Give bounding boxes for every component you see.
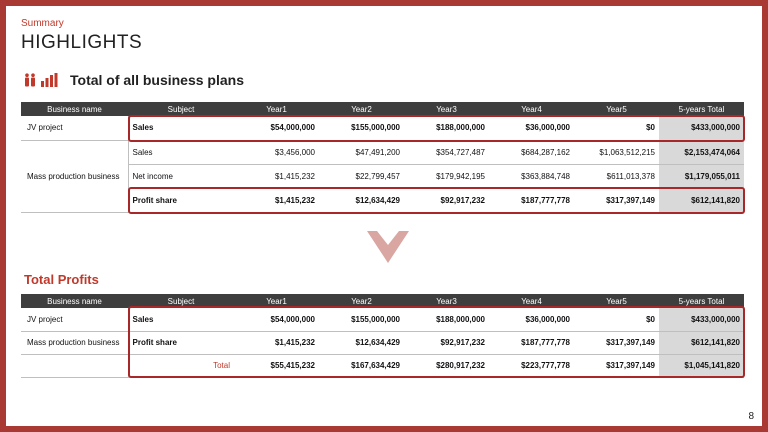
value-cell: $684,287,162: [489, 140, 574, 164]
value-cell: $223,777,778: [489, 354, 574, 377]
subject-cell: Net income: [128, 164, 234, 188]
page-number: 8: [748, 411, 754, 422]
value-cell: $47,491,200: [319, 140, 404, 164]
value-cell: $317,397,149: [574, 188, 659, 212]
subject-cell: Sales: [128, 140, 234, 164]
value-cell: $280,917,232: [404, 354, 489, 377]
plans-heading-row: [24, 72, 244, 88]
column-header: Subject: [128, 294, 234, 308]
value-cell: $92,917,232: [404, 188, 489, 212]
profits-heading: Total Profits: [24, 272, 99, 287]
table-row: [21, 308, 744, 331]
total-cell: $612,141,820: [659, 188, 744, 212]
table-row: [21, 164, 744, 188]
table-row: [21, 331, 744, 354]
value-cell: $1,415,232: [234, 164, 319, 188]
table-header-row: [21, 102, 744, 116]
total-profits-table: [21, 294, 744, 378]
value-cell: $188,000,000: [404, 116, 489, 140]
value-cell: $179,942,195: [404, 164, 489, 188]
value-cell: $54,000,000: [234, 116, 319, 140]
total-label: Total: [128, 354, 234, 377]
value-cell: $363,884,748: [489, 164, 574, 188]
column-header: 5-years Total: [659, 102, 744, 116]
value-cell: $36,000,000: [489, 116, 574, 140]
column-header: 5-years Total: [659, 294, 744, 308]
column-header: Year1: [234, 294, 319, 308]
total-cell: $433,000,000: [659, 308, 744, 331]
value-cell: $187,777,778: [489, 188, 574, 212]
table-row: [21, 140, 744, 164]
value-cell: $92,917,232: [404, 331, 489, 354]
business-plans-table: [21, 102, 744, 213]
column-header: Year5: [574, 294, 659, 308]
column-header: Business name: [21, 294, 128, 308]
value-cell: $611,013,378: [574, 164, 659, 188]
column-header: Year2: [319, 294, 404, 308]
table-row: [21, 354, 744, 377]
table-row: [21, 188, 744, 212]
value-cell: $54,000,000: [234, 308, 319, 331]
column-header: Business name: [21, 102, 128, 116]
value-cell: $3,456,000: [234, 140, 319, 164]
value-cell: $12,634,429: [319, 331, 404, 354]
value-cell: $0: [574, 308, 659, 331]
total-cell: $2,153,474,064: [659, 140, 744, 164]
subject-cell: Profit share: [128, 188, 234, 212]
subject-cell: Profit share: [128, 331, 234, 354]
subject-cell: Sales: [128, 116, 234, 140]
business-name-cell: Mass production business: [21, 140, 128, 212]
people-chart-icon: [24, 73, 58, 87]
column-header: Year2: [319, 102, 404, 116]
value-cell: $12,634,429: [319, 188, 404, 212]
business-name-cell: Mass production business: [21, 331, 128, 354]
column-header: Year3: [404, 294, 489, 308]
section-label: Summary: [21, 18, 64, 29]
column-header: Year3: [404, 102, 489, 116]
value-cell: $22,799,457: [319, 164, 404, 188]
value-cell: $55,415,232: [234, 354, 319, 377]
column-header: Year4: [489, 294, 574, 308]
value-cell: $354,727,487: [404, 140, 489, 164]
column-header: Year4: [489, 102, 574, 116]
total-cell: $612,141,820: [659, 331, 744, 354]
value-cell: $155,000,000: [319, 308, 404, 331]
table-header-row: [21, 294, 744, 308]
total-cell: $433,000,000: [659, 116, 744, 140]
value-cell: $1,415,232: [234, 188, 319, 212]
value-cell: $1,063,512,215: [574, 140, 659, 164]
value-cell: $188,000,000: [404, 308, 489, 331]
business-name-cell: JV project: [21, 308, 128, 331]
plans-heading: Total of all business plans: [70, 72, 244, 88]
value-cell: $155,000,000: [319, 116, 404, 140]
slide: [6, 6, 762, 426]
column-header: Year5: [574, 102, 659, 116]
value-cell: $1,415,232: [234, 331, 319, 354]
column-header: Subject: [128, 102, 234, 116]
total-cell: $1,045,141,820: [659, 354, 744, 377]
empty-cell: [21, 354, 128, 377]
value-cell: $187,777,778: [489, 331, 574, 354]
value-cell: $317,397,149: [574, 331, 659, 354]
page-title: HIGHLIGHTS: [21, 32, 143, 53]
business-name-cell: JV project: [21, 116, 128, 140]
value-cell: $317,397,149: [574, 354, 659, 377]
value-cell: $0: [574, 116, 659, 140]
total-cell: $1,179,055,011: [659, 164, 744, 188]
value-cell: $167,634,429: [319, 354, 404, 377]
value-cell: $36,000,000: [489, 308, 574, 331]
table-row: [21, 116, 744, 140]
column-header: Year1: [234, 102, 319, 116]
subject-cell: Sales: [128, 308, 234, 331]
